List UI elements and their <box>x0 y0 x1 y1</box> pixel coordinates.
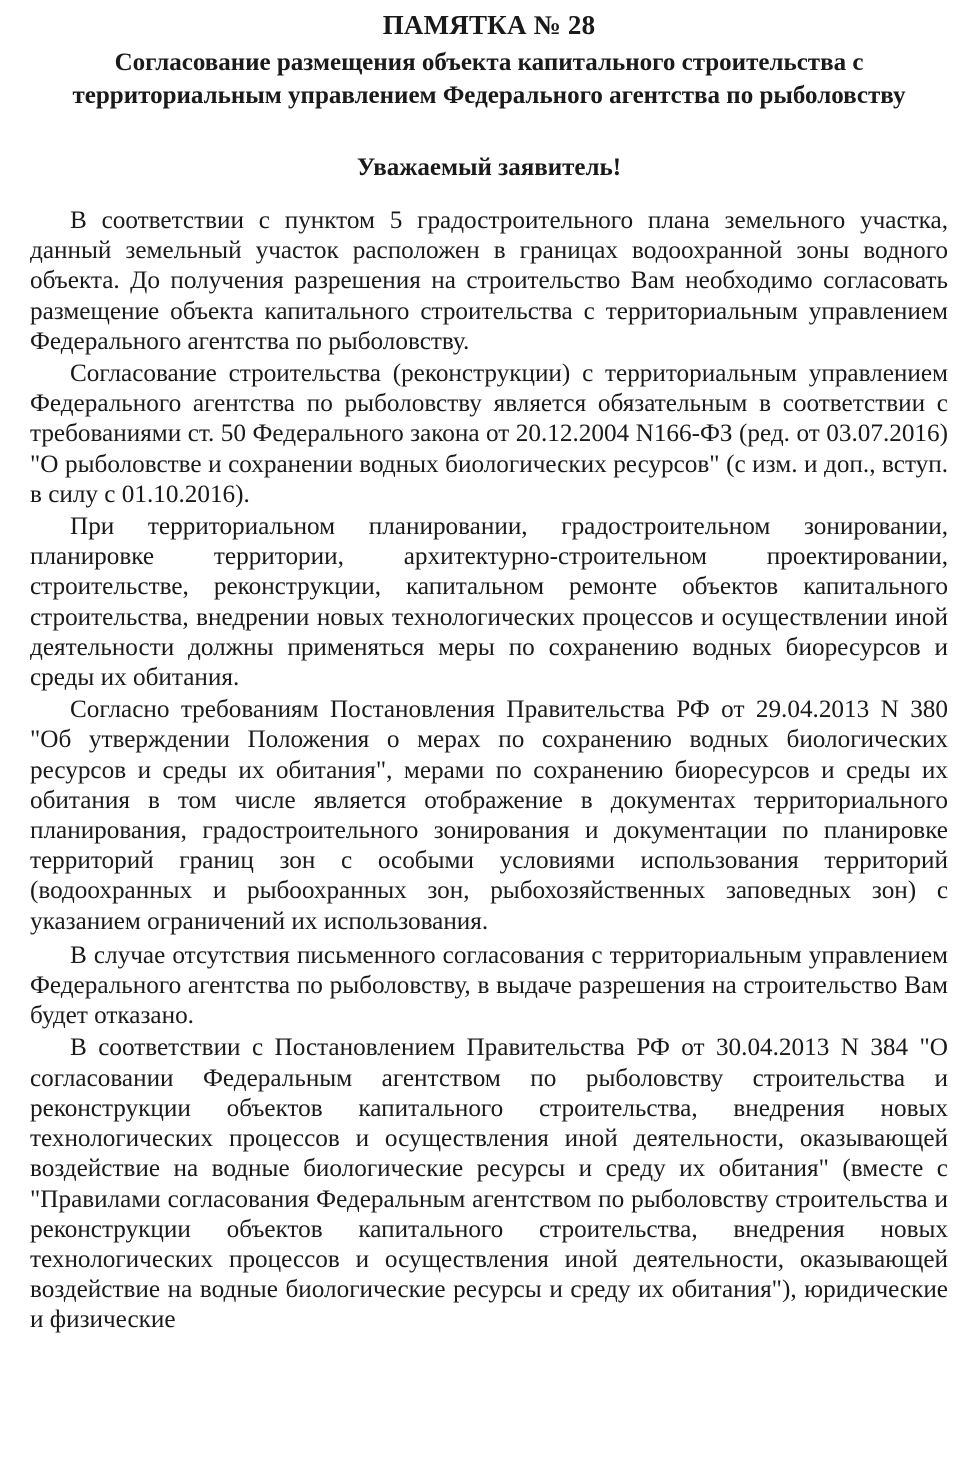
paragraph-4: Согласно требованиям Постановления Правительства РФ от 29.04.2013 N 380 "Об утверждении Положения о мерах по сохранению водных биологических ресурсов и среды их обитания", мерами по сохранению биоресурсов и среды их обитания в том числе является отображение в документах территориального планирования, градостроительного зонирования и документации по планировке территорий границ зон с особыми условиями использования территорий (водоохранных и рыбоохранных зон, рыбохозяйственных заповедных зон) с указанием ограничений их использования. <box>30 696 948 935</box>
greeting: Уважаемый заявитель! <box>356 154 622 181</box>
paragraph-5: В случае отсутствия письменного согласования с территориальным управлением Федерального агентства по рыболовству, в выдаче разрешения на строительство Вам будет отказано. <box>30 941 948 1030</box>
memo-subject: Согласование размещения объекта капитального строительства с территориальным управлением Федерального агентства по рыболовству <box>72 49 906 109</box>
paragraph-6: В соответствии с Постановлением Правительства РФ от 30.04.2013 N 384 "О согласовании Федеральным агентством по рыболовству строительства и реконструкции объектов капитального строительства, внедрения новых технологических процессов и осуществления иной деятельности, оказывающей воздействие на водные биологические ресурсы и среду их обитания" (вместе с "Правилами согласования Федеральным агентством по рыболовству строительства и реконструкции объектов капитального строительства, внедрения новых технологических процессов и осуществления иной деятельности, оказывающей воздействие на водные биологические ресурсы и среду их обитания"), юридические и физические <box>30 1034 948 1334</box>
paragraph-3: При территориальном планировании, градостроительном зонировании, планировке территории, архитектурно-строительном проектировании, строительстве, реконструкции, капитальном ремонте объектов капитального строительства, внедрении новых технологических процессов и осуществлении иной деятельности должны применяться меры по сохранению водных биоресурсов и среды их обитания. <box>30 513 948 692</box>
memo-title: ПАМЯТКА № 28 <box>382 10 596 40</box>
paragraph-2: Согласование строительства (реконструкции) с территориальным управлением Федерального агентства по рыболовству является обязательным в соответствии с требованиями ст. 50 Федерального закона от 20.12.2004 N166-ФЗ (ред. от 03.07.2016) "О рыболовстве и сохранении водных биологических ресурсов" (с изм. и доп., вступ. в силу с 01.10.2016). <box>30 360 948 508</box>
paragraph-1: В соответствии с пунктом 5 градостроительного плана земельного участка, данный земельный участок расположен в границах водоохранной зоны водного объекта. До получения разрешения на строительство Вам необходимо согласовать размещение объекта капитального строительства с территориальным управлением Федерального агентства по рыболовству. <box>30 207 948 355</box>
memo-body <box>30 206 948 1336</box>
